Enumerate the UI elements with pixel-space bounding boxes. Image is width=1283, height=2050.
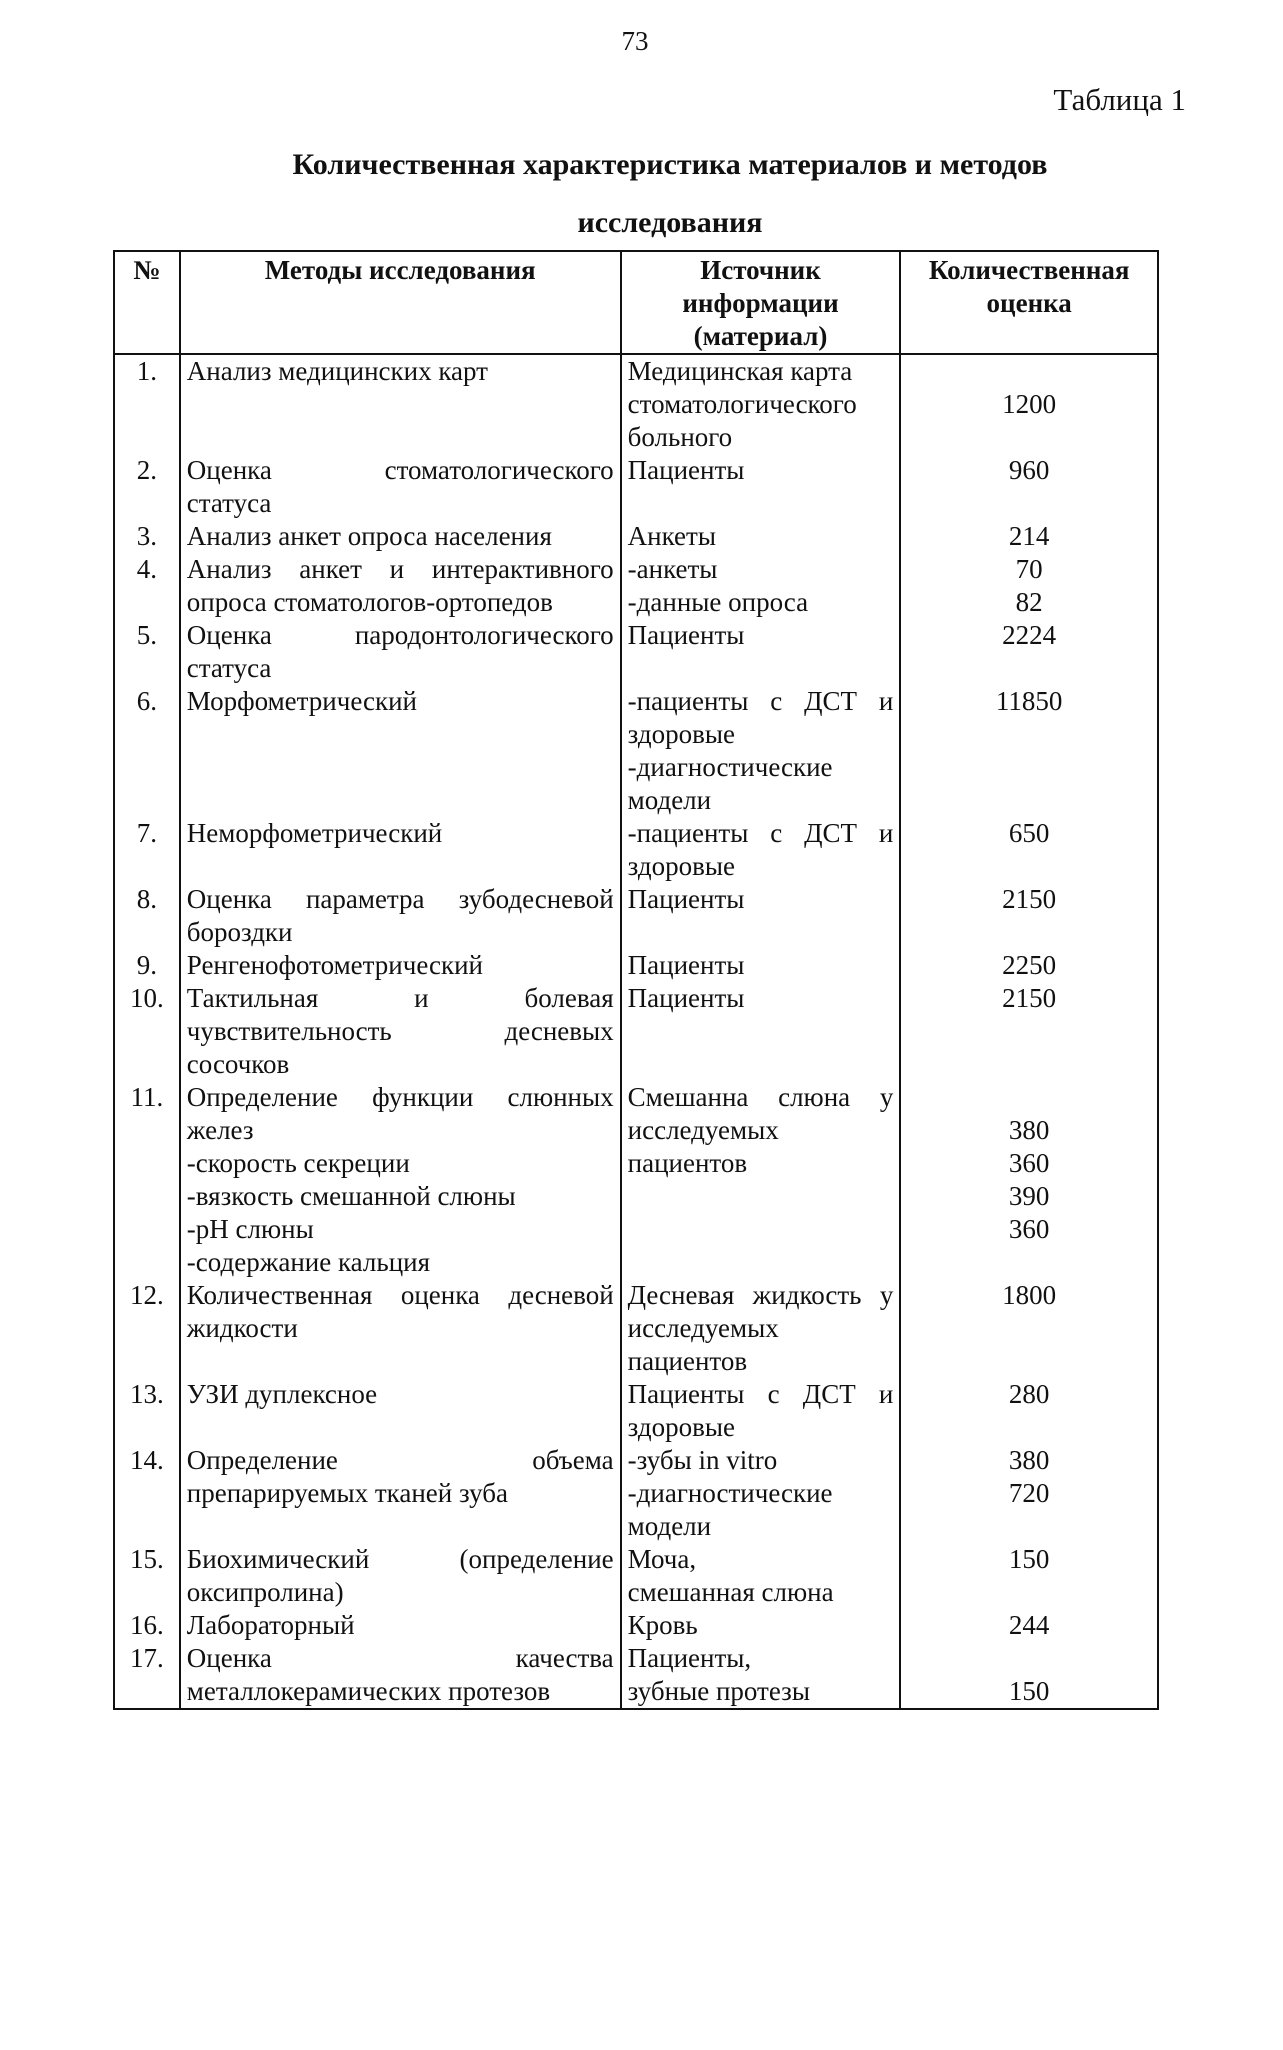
header-source: Источник информации (материал) xyxy=(621,251,901,354)
row-source-line: Пациенты с ДСТ и xyxy=(627,1379,894,1409)
row-source-line: больного xyxy=(627,422,733,452)
row-value-cell xyxy=(900,883,1158,949)
row-method-line: Оценка стоматологического xyxy=(186,455,614,485)
table-row xyxy=(114,1081,1158,1279)
row-source-line: -диагностические xyxy=(627,752,833,782)
row-method-line: Оценка параметра зубодесневой xyxy=(186,884,614,914)
row-value-cell xyxy=(900,949,1158,982)
row-source-line: пациентов xyxy=(627,1346,748,1376)
row-value-cell xyxy=(900,553,1158,619)
row-value-line: 150 xyxy=(1008,1544,1050,1574)
table-row xyxy=(114,619,1158,685)
row-method-line: УЗИ дуплексное xyxy=(186,1379,378,1409)
row-value-line xyxy=(907,1642,1151,1675)
row-source-line: стоматологического xyxy=(627,389,857,419)
row-number: 7. xyxy=(114,817,180,883)
row-value-line: 2250 xyxy=(1002,950,1057,980)
row-value-line: 650 xyxy=(1008,818,1050,848)
row-source-cell xyxy=(621,1081,901,1279)
row-source-line: -данные опроса xyxy=(627,587,809,617)
row-source-cell xyxy=(621,817,901,883)
row-source-cell xyxy=(621,1444,901,1543)
table-row xyxy=(114,553,1158,619)
row-source-line: Анкеты xyxy=(627,521,716,551)
row-source-cell xyxy=(621,1642,901,1709)
row-method-line: -pH слюны xyxy=(186,1214,314,1244)
row-number: 2. xyxy=(114,454,180,520)
row-source-line: -пациенты с ДСТ и xyxy=(627,818,894,848)
row-source-line: Пациенты xyxy=(627,983,745,1013)
row-value-line: 70 xyxy=(1015,554,1043,584)
row-method-cell xyxy=(180,520,621,553)
row-source-line: Кровь xyxy=(627,1610,698,1640)
row-method-line: Тактильная и болевая xyxy=(186,983,614,1013)
header-methods: Методы исследования xyxy=(180,251,621,354)
table-row xyxy=(114,1642,1158,1709)
row-source-cell xyxy=(621,1609,901,1642)
row-value-line: 2150 xyxy=(1002,884,1057,914)
row-value-line: 960 xyxy=(1008,455,1050,485)
row-method-line: Анализ анкет и интерактивного xyxy=(186,554,614,584)
row-method-line: Морфометрический xyxy=(186,686,417,716)
row-value-line: 82 xyxy=(1015,587,1043,617)
row-value-line: 720 xyxy=(1008,1478,1050,1508)
row-source-line: Моча, xyxy=(627,1544,697,1574)
row-method-line: Анализ анкет опроса населения xyxy=(186,521,552,551)
row-value-line: 390 xyxy=(1008,1181,1050,1211)
header-number: № xyxy=(114,251,180,354)
row-value-line: 380 xyxy=(1008,1115,1050,1145)
row-source-cell xyxy=(621,619,901,685)
row-source-line: смешанная слюна xyxy=(627,1577,834,1607)
row-value-line: 380 xyxy=(1008,1445,1050,1475)
row-value-line: 1200 xyxy=(1002,389,1057,419)
row-number: 8. xyxy=(114,883,180,949)
row-method-line: желез xyxy=(186,1115,254,1145)
document-title xyxy=(230,136,1110,252)
row-method-line: -вязкость смешанной слюны xyxy=(186,1181,516,1211)
row-source-line: Пациенты xyxy=(627,455,745,485)
row-method-line: Биохимический (определение xyxy=(186,1544,614,1574)
row-value-line: 150 xyxy=(1008,1676,1050,1706)
row-source-line: пациентов xyxy=(627,1148,748,1178)
row-source-cell xyxy=(621,354,901,454)
row-source-line: -анкеты xyxy=(627,554,718,584)
row-number: 11. xyxy=(114,1081,180,1279)
row-method-cell xyxy=(180,619,621,685)
row-value-cell xyxy=(900,619,1158,685)
row-value-line: 2150 xyxy=(1002,983,1057,1013)
row-value-cell xyxy=(900,1444,1158,1543)
row-source-line: модели xyxy=(627,1511,712,1541)
row-method-line: Оценка качества xyxy=(186,1643,614,1673)
table-row xyxy=(114,454,1158,520)
row-source-line: Пациенты xyxy=(627,620,745,650)
table-row xyxy=(114,685,1158,817)
row-number: 15. xyxy=(114,1543,180,1609)
row-value-cell xyxy=(900,1378,1158,1444)
row-number: 3. xyxy=(114,520,180,553)
row-source-line: исследуемых xyxy=(627,1115,779,1145)
row-number: 6. xyxy=(114,685,180,817)
table-row xyxy=(114,883,1158,949)
row-number: 16. xyxy=(114,1609,180,1642)
title-line-1: Количественная характеристика материалов и методов xyxy=(292,148,1048,181)
row-value-cell xyxy=(900,454,1158,520)
row-source-cell xyxy=(621,883,901,949)
page-number: 73 xyxy=(621,26,649,56)
row-method-cell xyxy=(180,1609,621,1642)
row-source-line: зубные протезы xyxy=(627,1676,810,1706)
row-number: 17. xyxy=(114,1642,180,1709)
row-source-cell xyxy=(621,454,901,520)
row-value-cell xyxy=(900,982,1158,1081)
row-number: 1. xyxy=(114,354,180,454)
title-line-2: исследования xyxy=(577,206,763,239)
row-method-line: оксипролина) xyxy=(186,1577,344,1607)
row-source-line: здоровые xyxy=(627,851,735,881)
row-value-line: 11850 xyxy=(995,686,1063,716)
row-source-cell xyxy=(621,520,901,553)
table-row xyxy=(114,1444,1158,1543)
row-method-cell xyxy=(180,354,621,454)
row-method-line: -скорость секреции xyxy=(186,1148,410,1178)
row-value-cell xyxy=(900,817,1158,883)
row-source-line: здоровые xyxy=(627,1412,735,1442)
row-method-line: статуса xyxy=(186,488,272,518)
table-row xyxy=(114,1543,1158,1609)
row-source-line: Пациенты xyxy=(627,884,745,914)
row-value-line: 214 xyxy=(1008,521,1050,551)
row-value-cell xyxy=(900,685,1158,817)
row-method-cell xyxy=(180,982,621,1081)
row-method-cell xyxy=(180,454,621,520)
row-source-cell xyxy=(621,1279,901,1378)
table-header-row xyxy=(114,251,1158,354)
row-method-cell xyxy=(180,1444,621,1543)
row-source-line: -зубы in vitro xyxy=(627,1445,778,1475)
row-source-line: -пациенты с ДСТ и xyxy=(627,686,894,716)
row-method-line: Анализ медицинских карт xyxy=(186,356,488,386)
row-method-cell xyxy=(180,1279,621,1378)
row-number: 14. xyxy=(114,1444,180,1543)
row-value-cell xyxy=(900,354,1158,454)
row-method-line: жидкости xyxy=(186,1313,298,1343)
row-value-cell xyxy=(900,1543,1158,1609)
row-value-cell xyxy=(900,1609,1158,1642)
row-source-line: -диагностические xyxy=(627,1478,833,1508)
table-row xyxy=(114,520,1158,553)
row-method-line: сосочков xyxy=(186,1049,290,1079)
row-source-line: здоровые xyxy=(627,719,735,749)
row-method-line: металлокерамических протезов xyxy=(186,1676,551,1706)
row-source-line: Пациенты, xyxy=(627,1643,752,1673)
row-source-line: модели xyxy=(627,785,712,815)
row-value-line: 360 xyxy=(1008,1148,1050,1178)
row-source-line: Пациенты xyxy=(627,950,745,980)
row-method-line: Лабораторный xyxy=(186,1610,355,1640)
row-method-line: Определение функции слюнных xyxy=(186,1082,614,1112)
row-value-line xyxy=(907,355,1151,388)
row-method-line: Количественная оценка десневой xyxy=(186,1280,614,1310)
table-row xyxy=(114,1279,1158,1378)
row-method-cell xyxy=(180,883,621,949)
row-method-cell xyxy=(180,685,621,817)
row-method-line: препарируемых тканей зуба xyxy=(186,1478,508,1508)
row-value-line: 360 xyxy=(1008,1214,1050,1244)
row-method-cell xyxy=(180,1543,621,1609)
row-value-cell xyxy=(900,520,1158,553)
row-method-line: Неморфометрический xyxy=(186,818,443,848)
row-method-line: чувствительность десневых xyxy=(186,1016,614,1046)
row-value-line: 2224 xyxy=(1002,620,1057,650)
row-source-cell xyxy=(621,949,901,982)
row-value-line: 280 xyxy=(1008,1379,1050,1409)
row-method-cell xyxy=(180,949,621,982)
row-source-cell xyxy=(621,1378,901,1444)
row-method-line: Определение объема xyxy=(186,1445,614,1475)
row-value-line: 1800 xyxy=(1002,1280,1057,1310)
row-method-cell xyxy=(180,1081,621,1279)
table-row xyxy=(114,354,1158,454)
row-source-line: Медицинская карта xyxy=(627,356,853,386)
table-row xyxy=(114,1609,1158,1642)
row-number: 9. xyxy=(114,949,180,982)
row-method-line: -содержание кальция xyxy=(186,1247,431,1277)
row-method-line: Ренгенофотометрический xyxy=(186,950,483,980)
row-source-cell xyxy=(621,982,901,1081)
row-value-cell xyxy=(900,1081,1158,1279)
row-number: 4. xyxy=(114,553,180,619)
table-row xyxy=(114,817,1158,883)
row-method-line: бороздки xyxy=(186,917,293,947)
row-method-cell xyxy=(180,1642,621,1709)
row-source-cell xyxy=(621,685,901,817)
row-source-cell xyxy=(621,1543,901,1609)
row-number: 5. xyxy=(114,619,180,685)
row-method-cell xyxy=(180,1378,621,1444)
row-number: 12. xyxy=(114,1279,180,1378)
table-caption: Таблица 1 xyxy=(1053,82,1186,117)
row-source-line: исследуемых xyxy=(627,1313,779,1343)
row-value-line xyxy=(907,1081,1151,1114)
row-method-line: Оценка пародонтологического xyxy=(186,620,614,650)
row-source-line: Смешанна слюна у xyxy=(627,1082,894,1112)
table-row xyxy=(114,982,1158,1081)
row-value-cell xyxy=(900,1279,1158,1378)
row-number: 13. xyxy=(114,1378,180,1444)
row-value-line: 244 xyxy=(1008,1610,1050,1640)
row-method-line: опроса стоматологов-ортопедов xyxy=(186,587,553,617)
row-method-cell xyxy=(180,817,621,883)
row-source-cell xyxy=(621,553,901,619)
header-quantity: Количественная оценка xyxy=(900,251,1158,354)
table-row xyxy=(114,949,1158,982)
table-row xyxy=(114,1378,1158,1444)
row-method-cell xyxy=(180,553,621,619)
row-source-line: Десневая жидкость у xyxy=(627,1280,894,1310)
methods-table xyxy=(113,250,1159,1710)
row-number: 10. xyxy=(114,982,180,1081)
row-method-line: статуса xyxy=(186,653,272,683)
row-value-cell xyxy=(900,1642,1158,1709)
table-body xyxy=(114,354,1158,1709)
